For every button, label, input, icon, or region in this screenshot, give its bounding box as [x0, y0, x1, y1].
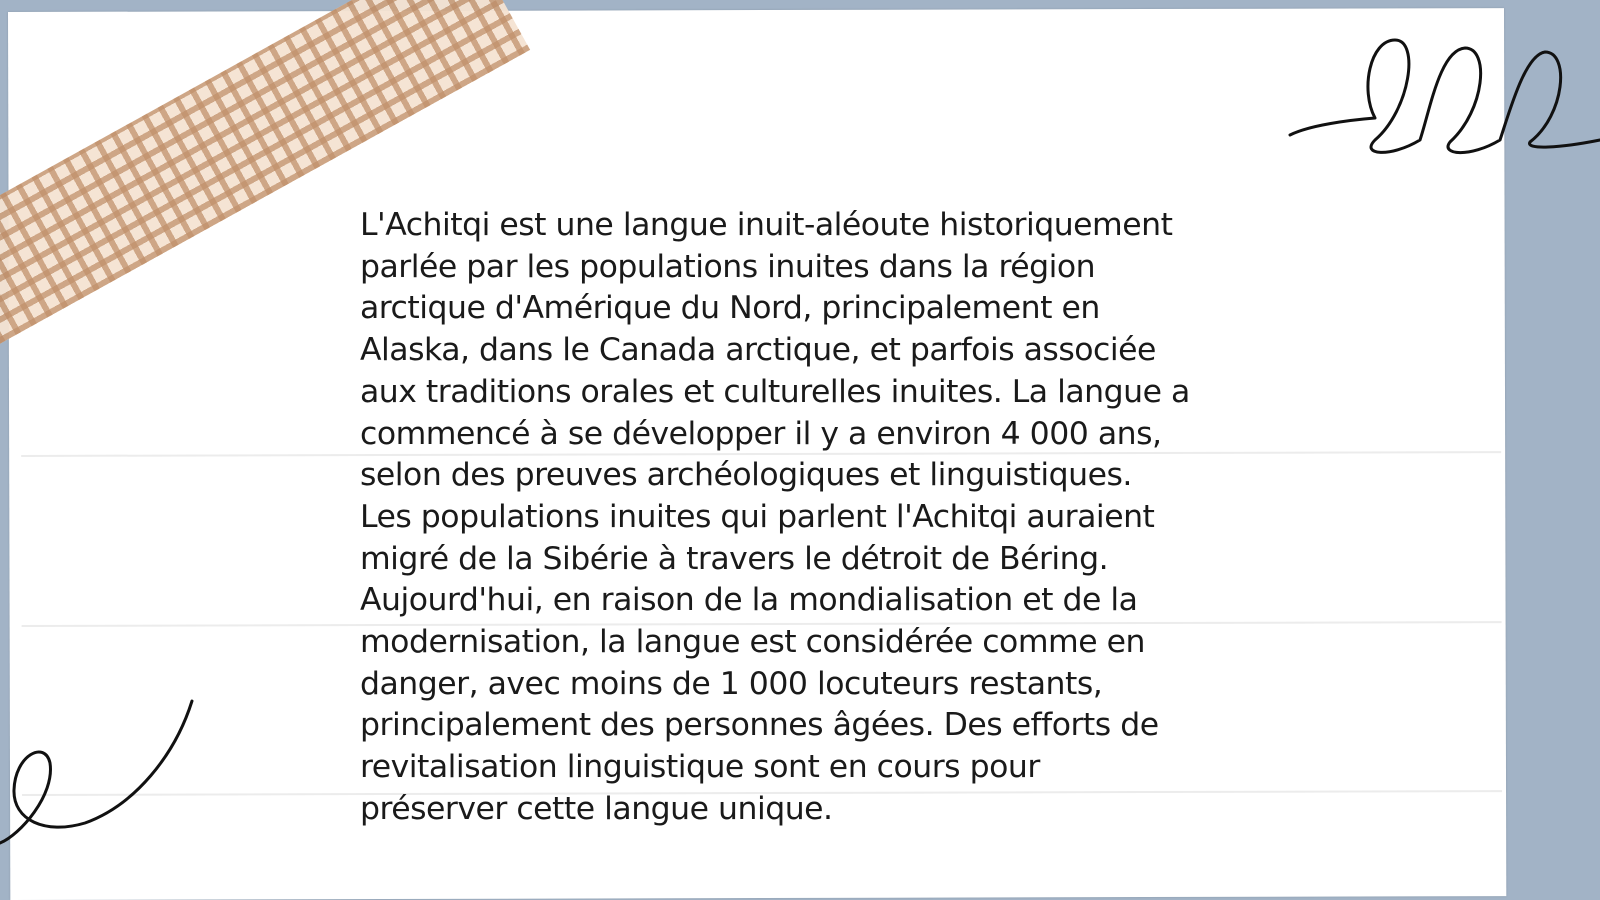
loop-scribble-doodle	[1290, 30, 1600, 170]
body-paragraph: L'Achitqi est une langue inuit-aléoute historiquement parlée par les populations inuites dans la région arctique d'Amérique du Nord, principalement en Alaska, dans le Canada arctique, et parfois associée aux traditions orales et culturelles inuites. La langue a commencé à se développer il y a environ 4 000 ans, selon des preuves archéologiques et linguistiques. Les populations inuites qui parlent l'Achitqi auraient migré de la Sibérie à travers le détroit de Béring. Aujourd'hui, en raison de la mondialisation et de la modernisation, la langue est considérée comme en danger, avec moins de 1 000 locuteurs restants, principalement des personnes âgées. Des efforts de revitalisation linguistique sont en cours pour préserver cette langue unique.	[360, 207, 1190, 827]
swoosh-doodle	[0, 695, 200, 855]
